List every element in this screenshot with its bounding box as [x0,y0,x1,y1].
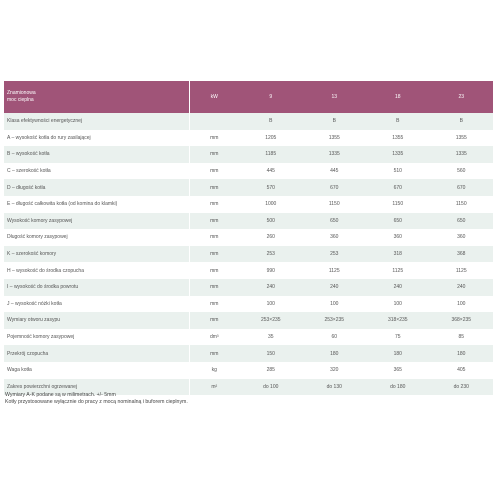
row-label: Klasa efektywności energetycznej [4,113,189,130]
row-value: 285 [239,362,303,379]
row-value: 670 [366,179,430,196]
row-unit: mm [189,146,239,163]
row-unit [189,113,239,130]
row-value: 1125 [430,262,494,279]
row-value: 1150 [303,196,367,213]
row-unit: mm [189,196,239,213]
row-value: 1205 [239,130,303,147]
row-unit: dm³ [189,329,239,346]
row-value: B [239,113,303,130]
table-row [4,262,493,279]
row-value: 360 [366,229,430,246]
row-unit: mm [189,213,239,230]
row-unit: mm [189,163,239,180]
row-value: 650 [366,213,430,230]
row-value: 240 [239,279,303,296]
row-unit: mm [189,262,239,279]
row-label: J – wysokość nóżki kotła [4,296,189,313]
row-label: Długość komory zasypowej [4,229,189,246]
row-value: 510 [366,163,430,180]
row-value: 240 [430,279,494,296]
row-value: B [303,113,367,130]
row-value: 75 [366,329,430,346]
row-label: H – wysokość do środka czopucha [4,262,189,279]
row-value: do 230 [430,379,494,396]
row-value: 85 [430,329,494,346]
footnote-usage: Kotły przystosowane wyłącznie do pracy z mocą nominalną i buforem cieplnym. [5,399,188,405]
row-value: 253 [239,246,303,263]
table-row [4,329,493,346]
row-label: C – szerokość kotła [4,163,189,180]
row-value: 1150 [366,196,430,213]
header-label-line1: Znamionowa [7,90,36,96]
footnotes [5,392,188,406]
row-value: 180 [366,345,430,362]
row-value: 1335 [366,146,430,163]
table-row [4,130,493,147]
row-value: 405 [430,362,494,379]
row-value: 1125 [303,262,367,279]
row-value: 100 [239,296,303,313]
row-value: 100 [366,296,430,313]
row-value: 253×235 [239,312,303,329]
header-model: 18 [366,81,430,113]
row-value: 100 [430,296,494,313]
row-value: 1335 [430,146,494,163]
row-label: Zakres powierzchni ogrzewanej [4,379,189,396]
row-value: 445 [239,163,303,180]
row-label: Wymiary otworu zasypu [4,312,189,329]
row-unit: mm [189,246,239,263]
spec-table-body [4,113,493,395]
row-value: 1355 [303,130,367,147]
row-value: 650 [430,213,494,230]
row-label: I – wysokość do środka powrotu [4,279,189,296]
row-value: 318×235 [366,312,430,329]
row-value: 240 [303,279,367,296]
row-unit: mm [189,279,239,296]
table-row [4,246,493,263]
row-value: 360 [430,229,494,246]
footnote-dimensions: Wymiary A-K podane są w milimetrach. +/- 5mm [5,392,116,398]
row-value: 180 [303,345,367,362]
row-value: 180 [430,345,494,362]
table-row [4,362,493,379]
row-label: Pojemność komory zasypowej [4,329,189,346]
row-unit: mm [189,345,239,362]
header-label-line2: moc cieplna [7,97,34,103]
table-row [4,113,493,130]
table-row [4,345,493,362]
table-row [4,196,493,213]
row-label: K – szerokość komory [4,246,189,263]
row-value: 100 [303,296,367,313]
row-value: 1150 [430,196,494,213]
table-row [4,312,493,329]
row-value: 368 [430,246,494,263]
row-value: 1125 [366,262,430,279]
row-value: 253×235 [303,312,367,329]
row-value: 35 [239,329,303,346]
row-label: Wysokość komory zasypowej [4,213,189,230]
spec-table-header [4,81,493,113]
table-row [4,146,493,163]
row-value: 1355 [430,130,494,147]
row-value: do 100 [239,379,303,396]
row-label: A – wysokość kotła do rury zasilającej [4,130,189,147]
row-value: 1000 [239,196,303,213]
header-model: 23 [430,81,494,113]
row-value: B [366,113,430,130]
row-label: E – długość całkowita kotła (od komina do klamki) [4,196,189,213]
row-value: do 130 [303,379,367,396]
row-label: D – długość kotła [4,179,189,196]
row-value: 1335 [303,146,367,163]
row-value: 1185 [239,146,303,163]
table-row [4,179,493,196]
row-label: Przekrój czopucha [4,345,189,362]
row-value: 260 [239,229,303,246]
row-value: 320 [303,362,367,379]
row-value: 1355 [366,130,430,147]
row-value: 570 [239,179,303,196]
header-unit: kW [189,81,239,113]
row-unit: mm [189,296,239,313]
row-unit: kg [189,362,239,379]
spec-table [4,81,493,395]
table-row [4,163,493,180]
row-unit: m² [189,379,239,396]
row-unit: mm [189,179,239,196]
header-model: 13 [303,81,367,113]
row-value: do 180 [366,379,430,396]
table-row [4,229,493,246]
table-row [4,213,493,230]
row-unit: mm [189,130,239,147]
row-value: 670 [303,179,367,196]
row-value: 990 [239,262,303,279]
row-value: 365 [366,362,430,379]
row-label: Waga kotła [4,362,189,379]
row-value: 150 [239,345,303,362]
table-row [4,296,493,313]
row-value: 368×235 [430,312,494,329]
row-unit: mm [189,312,239,329]
row-label: B – wysokość kotła [4,146,189,163]
header-model: 9 [239,81,303,113]
header-label-cell [4,81,189,113]
row-value: 240 [366,279,430,296]
row-value: 360 [303,229,367,246]
row-value: 318 [366,246,430,263]
row-value: B [430,113,494,130]
spec-table-container [4,81,493,395]
table-row [4,279,493,296]
row-value: 650 [303,213,367,230]
row-value: 445 [303,163,367,180]
row-value: 60 [303,329,367,346]
row-value: 560 [430,163,494,180]
row-value: 253 [303,246,367,263]
row-value: 670 [430,179,494,196]
row-unit: mm [189,229,239,246]
row-value: 500 [239,213,303,230]
